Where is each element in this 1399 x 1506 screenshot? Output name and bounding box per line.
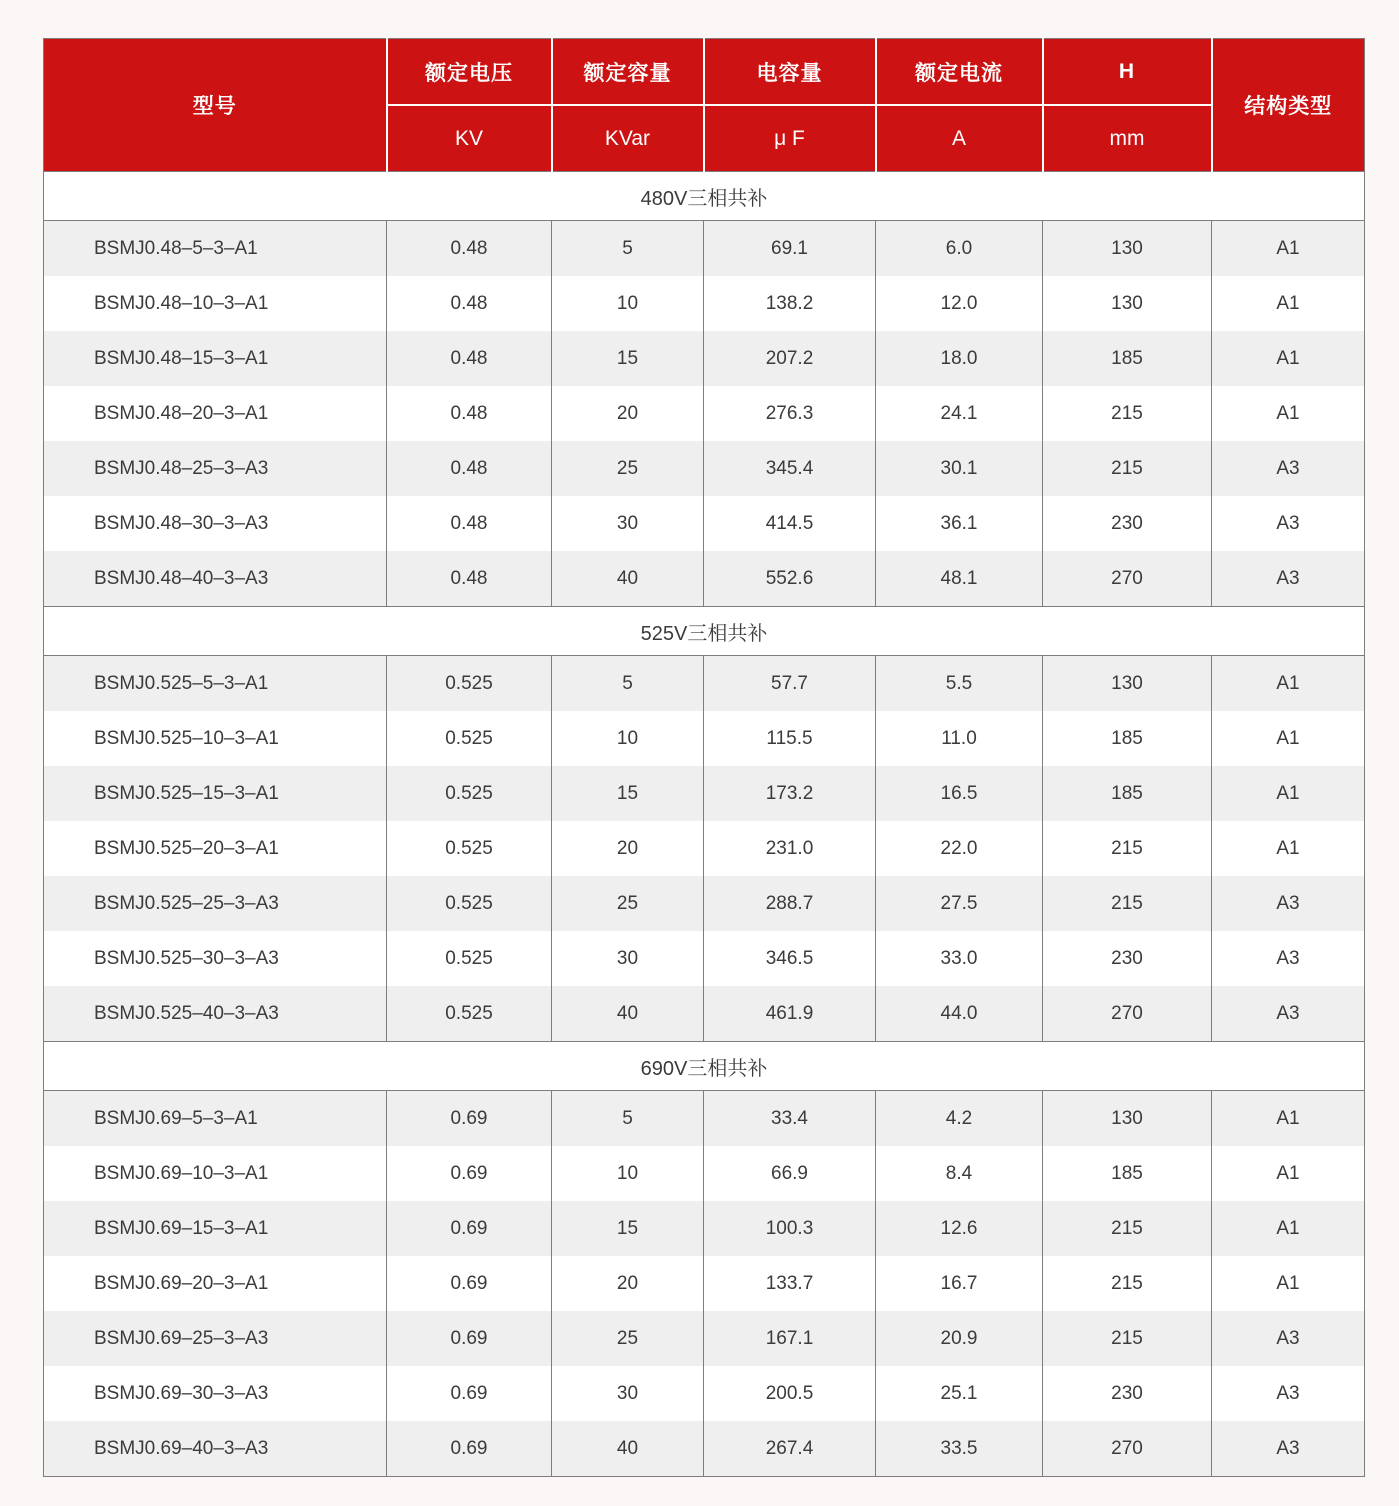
- cell-kvar: 40: [552, 986, 704, 1042]
- unit-kvar: KVar: [552, 105, 704, 172]
- cell-model: BSMJ0.69–30–3–A3: [44, 1366, 387, 1421]
- table-body: [44, 172, 1365, 1477]
- section-row: [44, 172, 1365, 221]
- cell-type: A1: [1212, 331, 1365, 386]
- cell-h: 270: [1043, 1421, 1212, 1477]
- cell-kv: 0.69: [387, 1146, 552, 1201]
- cell-uf: 138.2: [704, 276, 876, 331]
- cell-a: 25.1: [876, 1366, 1043, 1421]
- section-row: [44, 1042, 1365, 1091]
- cell-model: BSMJ0.525–15–3–A1: [44, 766, 387, 821]
- cell-type: A3: [1212, 876, 1365, 931]
- cell-uf: 69.1: [704, 221, 876, 277]
- cell-model: BSMJ0.48–25–3–A3: [44, 441, 387, 496]
- cell-model: BSMJ0.69–20–3–A1: [44, 1256, 387, 1311]
- cell-a: 33.0: [876, 931, 1043, 986]
- cell-uf: 100.3: [704, 1201, 876, 1256]
- cell-a: 33.5: [876, 1421, 1043, 1477]
- cell-uf: 414.5: [704, 496, 876, 551]
- table-row: [44, 766, 1365, 821]
- cell-h: 215: [1043, 1201, 1212, 1256]
- cell-uf: 552.6: [704, 551, 876, 607]
- cell-a: 16.7: [876, 1256, 1043, 1311]
- cell-kvar: 10: [552, 276, 704, 331]
- cell-uf: 66.9: [704, 1146, 876, 1201]
- table-row: [44, 331, 1365, 386]
- cell-uf: 207.2: [704, 331, 876, 386]
- cell-h: 230: [1043, 1366, 1212, 1421]
- cell-kvar: 15: [552, 1201, 704, 1256]
- cell-type: A1: [1212, 1146, 1365, 1201]
- cell-a: 30.1: [876, 441, 1043, 496]
- cell-uf: 57.7: [704, 656, 876, 712]
- column-header-rated-current: 额定电流: [876, 39, 1043, 106]
- cell-kv: 0.48: [387, 441, 552, 496]
- cell-kv: 0.48: [387, 386, 552, 441]
- cell-kvar: 10: [552, 711, 704, 766]
- cell-model: BSMJ0.525–40–3–A3: [44, 986, 387, 1042]
- cell-kvar: 40: [552, 1421, 704, 1477]
- cell-a: 44.0: [876, 986, 1043, 1042]
- cell-model: BSMJ0.69–15–3–A1: [44, 1201, 387, 1256]
- section-row: [44, 607, 1365, 656]
- cell-a: 8.4: [876, 1146, 1043, 1201]
- cell-kvar: 20: [552, 386, 704, 441]
- cell-h: 270: [1043, 551, 1212, 607]
- table-row: [44, 986, 1365, 1042]
- cell-model: BSMJ0.69–25–3–A3: [44, 1311, 387, 1366]
- cell-kv: 0.69: [387, 1201, 552, 1256]
- cell-model: BSMJ0.48–30–3–A3: [44, 496, 387, 551]
- cell-kv: 0.525: [387, 766, 552, 821]
- cell-h: 215: [1043, 1256, 1212, 1311]
- table-header: [44, 39, 1365, 172]
- cell-h: 185: [1043, 766, 1212, 821]
- cell-a: 12.0: [876, 276, 1043, 331]
- cell-kv: 0.48: [387, 276, 552, 331]
- cell-a: 36.1: [876, 496, 1043, 551]
- cell-type: A1: [1212, 656, 1365, 712]
- cell-model: BSMJ0.48–15–3–A1: [44, 331, 387, 386]
- column-header-rated-voltage: 额定电压: [387, 39, 552, 106]
- table-row: [44, 1091, 1365, 1147]
- cell-h: 130: [1043, 656, 1212, 712]
- cell-kv: 0.525: [387, 876, 552, 931]
- cell-kv: 0.525: [387, 931, 552, 986]
- column-header-capacitance: 电容量: [704, 39, 876, 106]
- cell-model: BSMJ0.525–10–3–A1: [44, 711, 387, 766]
- cell-kvar: 25: [552, 1311, 704, 1366]
- table-row: [44, 931, 1365, 986]
- cell-model: BSMJ0.48–10–3–A1: [44, 276, 387, 331]
- section-title: 480V三相共补: [44, 172, 1365, 221]
- cell-h: 130: [1043, 276, 1212, 331]
- cell-uf: 267.4: [704, 1421, 876, 1477]
- cell-uf: 231.0: [704, 821, 876, 876]
- table-row: [44, 386, 1365, 441]
- header-row-labels: [44, 39, 1365, 106]
- cell-uf: 200.5: [704, 1366, 876, 1421]
- table-row: [44, 441, 1365, 496]
- column-header-model: 型号: [44, 39, 387, 172]
- cell-kvar: 30: [552, 931, 704, 986]
- cell-kvar: 10: [552, 1146, 704, 1201]
- cell-model: BSMJ0.48–40–3–A3: [44, 551, 387, 607]
- cell-kv: 0.48: [387, 221, 552, 277]
- cell-a: 22.0: [876, 821, 1043, 876]
- cell-kvar: 5: [552, 221, 704, 277]
- cell-kvar: 5: [552, 1091, 704, 1147]
- cell-kvar: 5: [552, 656, 704, 712]
- cell-h: 185: [1043, 711, 1212, 766]
- cell-kvar: 40: [552, 551, 704, 607]
- cell-h: 185: [1043, 1146, 1212, 1201]
- capacitor-spec-table: [43, 38, 1365, 1477]
- cell-type: A3: [1212, 1366, 1365, 1421]
- cell-uf: 276.3: [704, 386, 876, 441]
- cell-kv: 0.48: [387, 551, 552, 607]
- cell-uf: 288.7: [704, 876, 876, 931]
- column-header-height: H: [1043, 39, 1212, 106]
- column-header-structure-type: 结构类型: [1212, 39, 1365, 172]
- table-row: [44, 821, 1365, 876]
- unit-kv: KV: [387, 105, 552, 172]
- cell-model: BSMJ0.69–40–3–A3: [44, 1421, 387, 1477]
- cell-type: A3: [1212, 496, 1365, 551]
- cell-a: 6.0: [876, 221, 1043, 277]
- cell-a: 48.1: [876, 551, 1043, 607]
- cell-type: A1: [1212, 386, 1365, 441]
- cell-uf: 345.4: [704, 441, 876, 496]
- cell-uf: 115.5: [704, 711, 876, 766]
- table-row: [44, 1146, 1365, 1201]
- section-title: 690V三相共补: [44, 1042, 1365, 1091]
- cell-a: 12.6: [876, 1201, 1043, 1256]
- cell-type: A1: [1212, 221, 1365, 277]
- table-row: [44, 496, 1365, 551]
- column-header-rated-capacity: 额定容量: [552, 39, 704, 106]
- cell-kv: 0.48: [387, 331, 552, 386]
- cell-h: 185: [1043, 331, 1212, 386]
- cell-kv: 0.525: [387, 821, 552, 876]
- cell-kvar: 20: [552, 1256, 704, 1311]
- table-row: [44, 876, 1365, 931]
- cell-a: 24.1: [876, 386, 1043, 441]
- cell-h: 215: [1043, 821, 1212, 876]
- cell-h: 270: [1043, 986, 1212, 1042]
- cell-kvar: 15: [552, 766, 704, 821]
- table-row: [44, 711, 1365, 766]
- cell-model: BSMJ0.48–20–3–A1: [44, 386, 387, 441]
- cell-kv: 0.69: [387, 1421, 552, 1477]
- cell-model: BSMJ0.525–30–3–A3: [44, 931, 387, 986]
- cell-type: A1: [1212, 821, 1365, 876]
- cell-a: 20.9: [876, 1311, 1043, 1366]
- cell-a: 4.2: [876, 1091, 1043, 1147]
- cell-h: 230: [1043, 496, 1212, 551]
- cell-kvar: 15: [552, 331, 704, 386]
- cell-model: BSMJ0.69–10–3–A1: [44, 1146, 387, 1201]
- cell-type: A1: [1212, 711, 1365, 766]
- cell-kv: 0.69: [387, 1366, 552, 1421]
- cell-kv: 0.525: [387, 656, 552, 712]
- cell-h: 215: [1043, 441, 1212, 496]
- unit-uf: μ F: [704, 105, 876, 172]
- cell-h: 215: [1043, 386, 1212, 441]
- cell-kvar: 30: [552, 1366, 704, 1421]
- cell-a: 27.5: [876, 876, 1043, 931]
- cell-type: A1: [1212, 1091, 1365, 1147]
- table-row: [44, 551, 1365, 607]
- table-row: [44, 1366, 1365, 1421]
- cell-kv: 0.48: [387, 496, 552, 551]
- cell-a: 11.0: [876, 711, 1043, 766]
- table-row: [44, 1311, 1365, 1366]
- cell-model: BSMJ0.525–25–3–A3: [44, 876, 387, 931]
- cell-uf: 133.7: [704, 1256, 876, 1311]
- cell-kvar: 20: [552, 821, 704, 876]
- cell-a: 5.5: [876, 656, 1043, 712]
- cell-kv: 0.525: [387, 986, 552, 1042]
- section-title: 525V三相共补: [44, 607, 1365, 656]
- cell-kvar: 25: [552, 876, 704, 931]
- unit-mm: mm: [1043, 105, 1212, 172]
- cell-type: A1: [1212, 276, 1365, 331]
- cell-kv: 0.69: [387, 1311, 552, 1366]
- cell-type: A3: [1212, 1311, 1365, 1366]
- cell-model: BSMJ0.69–5–3–A1: [44, 1091, 387, 1147]
- table-row: [44, 1201, 1365, 1256]
- cell-model: BSMJ0.525–20–3–A1: [44, 821, 387, 876]
- cell-a: 18.0: [876, 331, 1043, 386]
- cell-h: 130: [1043, 1091, 1212, 1147]
- table-row: [44, 276, 1365, 331]
- cell-h: 230: [1043, 931, 1212, 986]
- cell-kv: 0.69: [387, 1091, 552, 1147]
- cell-model: BSMJ0.525–5–3–A1: [44, 656, 387, 712]
- table-row: [44, 1256, 1365, 1311]
- cell-uf: 173.2: [704, 766, 876, 821]
- cell-type: A1: [1212, 766, 1365, 821]
- cell-kvar: 25: [552, 441, 704, 496]
- cell-a: 16.5: [876, 766, 1043, 821]
- cell-model: BSMJ0.48–5–3–A1: [44, 221, 387, 277]
- cell-kv: 0.525: [387, 711, 552, 766]
- cell-type: A3: [1212, 441, 1365, 496]
- cell-type: A1: [1212, 1256, 1365, 1311]
- cell-type: A3: [1212, 551, 1365, 607]
- cell-h: 215: [1043, 876, 1212, 931]
- cell-uf: 33.4: [704, 1091, 876, 1147]
- cell-type: A3: [1212, 931, 1365, 986]
- cell-h: 130: [1043, 221, 1212, 277]
- cell-type: A3: [1212, 1421, 1365, 1477]
- cell-type: A1: [1212, 1201, 1365, 1256]
- table-row: [44, 221, 1365, 277]
- cell-uf: 461.9: [704, 986, 876, 1042]
- cell-kv: 0.69: [387, 1256, 552, 1311]
- table-row: [44, 656, 1365, 712]
- cell-kvar: 30: [552, 496, 704, 551]
- cell-type: A3: [1212, 986, 1365, 1042]
- cell-uf: 346.5: [704, 931, 876, 986]
- unit-a: A: [876, 105, 1043, 172]
- cell-uf: 167.1: [704, 1311, 876, 1366]
- cell-h: 215: [1043, 1311, 1212, 1366]
- table-row: [44, 1421, 1365, 1477]
